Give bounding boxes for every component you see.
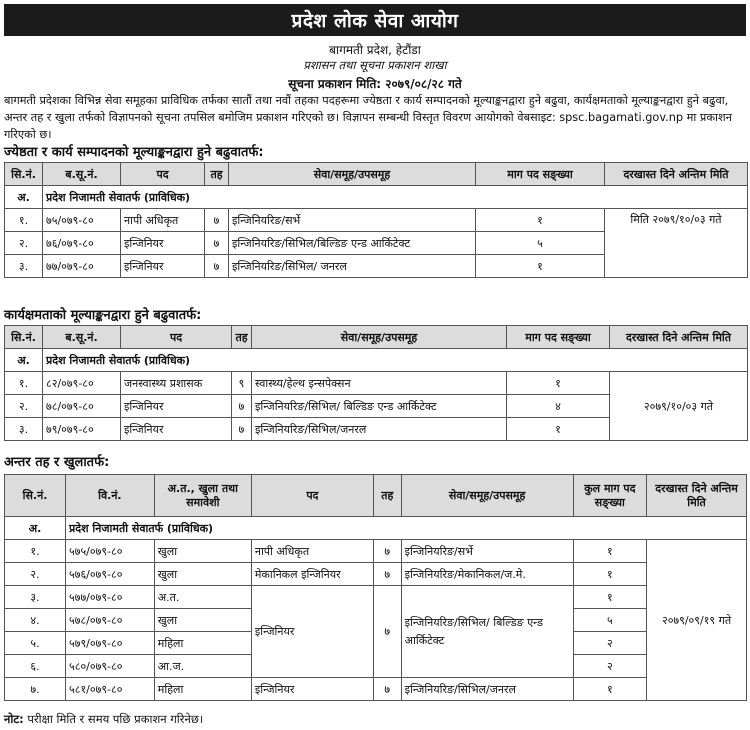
cell-service: इन्जिनियरिङ/सिभिल/ बिल्डिङ एन्ड आर्किटेक्ट: [401, 586, 573, 678]
cell-sn: ३.: [5, 586, 66, 609]
cell-sn: २.: [5, 563, 66, 586]
cell-count: १: [573, 678, 647, 701]
section1-table: [4, 162, 748, 278]
cell-service: इन्जिनियरिङ/सिभिल/जनरल: [401, 678, 573, 701]
group-row: [5, 349, 748, 372]
table-row: [5, 372, 748, 395]
cell-type: खुला: [154, 563, 251, 586]
section3-title: अन्तर तह र खुलातर्फ:: [4, 455, 110, 470]
cell-sn: ७.: [5, 678, 66, 701]
note-text: परीक्षा मिति र समय पछि प्रकाशन गरिनेछ।: [27, 712, 204, 726]
cell-post: जनस्वास्थ्य प्रशासक: [121, 372, 232, 395]
header-deadline: दरखास्त दिने अन्तिम मिति: [610, 326, 748, 349]
table-row: [5, 540, 747, 563]
cell-ad-no: ५७६/०७९-८०: [66, 563, 155, 586]
cell-sn: ४.: [5, 609, 66, 632]
header-level: तह: [205, 163, 229, 186]
cell-post: नापी अधिकृत: [251, 540, 373, 563]
cell-count: ५: [573, 609, 647, 632]
cell-ad-no: ५८०/०७९-८०: [66, 655, 155, 678]
group-label: अ.: [5, 517, 66, 540]
cell-type: आ.ज.: [154, 655, 251, 678]
cell-service: इन्जिनियरिङ/सर्भे: [229, 209, 476, 232]
cell-post: इन्जिनियर: [121, 418, 232, 441]
cell-type: खुला: [154, 609, 251, 632]
cell-level: ७: [232, 418, 252, 441]
group-label: अ.: [5, 349, 43, 372]
header-post: पद: [251, 475, 373, 517]
section3-table: [4, 474, 747, 701]
cell-post: इन्जिनियर: [251, 586, 373, 678]
header-post: पद: [121, 163, 205, 186]
cell-level: ७: [373, 540, 401, 563]
cell-type: महिला: [154, 632, 251, 655]
table-row: [5, 586, 747, 609]
group-row: [5, 517, 747, 540]
cell-service: इन्जिनियरिङ/मेकानिकल/ज.मे.: [401, 563, 573, 586]
cell-post: मेकानिकल इन्जिनियर: [251, 563, 373, 586]
cell-ad-no: ७५/०७९-८०: [43, 209, 121, 232]
cell-deadline: २०७९/०९/१९ गते: [647, 540, 747, 701]
cell-type: अ.त.: [154, 586, 251, 609]
cell-ad-no: ५८१/०७९-८०: [66, 678, 155, 701]
header-sn: सि.नं.: [5, 475, 66, 517]
cell-ad-no: ५७९/०७९-८०: [66, 632, 155, 655]
cell-count: १: [476, 209, 605, 232]
cell-service: स्वास्थ्य/हेल्थ इन्सपेक्सन: [252, 372, 507, 395]
cell-ad-no: ७९/०७९-८०: [43, 418, 121, 441]
cell-count: २: [573, 632, 647, 655]
cell-count: २: [573, 655, 647, 678]
cell-level: ७: [205, 209, 229, 232]
table-row: [5, 678, 747, 701]
cell-ad-no: ५७७/०७९-८०: [66, 586, 155, 609]
cell-sn: ६.: [5, 655, 66, 678]
cell-type: महिला: [154, 678, 251, 701]
cell-sn: ३.: [5, 255, 43, 278]
section2-table: [4, 325, 748, 441]
header-level: तह: [232, 326, 252, 349]
cell-deadline: २०७९/१०/०३ गते: [610, 372, 748, 441]
intro-paragraph: बागमती प्रदेशका विभिन्न सेवा समूहका प्राविधिक तर्फका सातौं तथा नवौं तहका पदहरूमा ज्येष्ठता र कार्य सम्पादनको मूल्याङ्कनद्वारा हुने बढुवा, कार्यक्षमताको मूल्याङ्कनद्वारा हुने बढुवा, अन्तर तह र खुला तर्फको विज्ञापनको सूचना तपसिल बमोजिम प्रकाशन गरिएको छ। विज्ञापन सम्बन्धी विस्तृत विवरण आयोगको वेबसाइट: spsc.bagamati.gov.np मा प्रकाशन गरिएको छ।: [4, 94, 732, 141]
branch-name: प्रशासन तथा सूचना प्रकाशन शाखा: [303, 58, 447, 72]
cell-service: इन्जिनियरिङ/सिभिल/बिल्डिङ एन्ड आर्किटेक्ट: [229, 232, 476, 255]
table-header-row: [5, 326, 748, 349]
cell-count: १: [476, 255, 605, 278]
cell-level: ७: [373, 678, 401, 701]
cell-ad-no: ८२/०७९-८०: [43, 372, 121, 395]
cell-count: १: [507, 372, 610, 395]
cell-sn: २.: [5, 395, 43, 418]
header-ad-no: वि.नं.: [66, 475, 155, 517]
header-deadline: दरखास्त दिने अन्तिम मिति: [647, 475, 747, 517]
note-label: नोट:: [4, 712, 24, 726]
header-level: तह: [373, 475, 401, 517]
cell-post: इन्जिनियर: [121, 395, 232, 418]
footer-note: [4, 712, 203, 727]
cell-service: इन्जिनियरिङ/सिभिल/ जनरल: [229, 255, 476, 278]
cell-ad-no: ५७५/०७९-८०: [66, 540, 155, 563]
cell-ad-no: ५७८/०७९-८०: [66, 609, 155, 632]
cell-level: ७: [232, 395, 252, 418]
cell-level: ७: [373, 563, 401, 586]
header-count: कुल माग पद सङ्ख्या: [573, 475, 647, 517]
cell-level: ७: [205, 232, 229, 255]
cell-level: ७: [373, 586, 401, 678]
commission-title: प्रदेश लोक सेवा आयोग: [291, 10, 459, 32]
header-count: माग पद सङ्ख्या: [476, 163, 605, 186]
header-service: सेवा/समूह/उपसमूह: [229, 163, 476, 186]
cell-count: १: [573, 540, 647, 563]
province-name: बागमती प्रदेश, हेटौंडा: [329, 43, 421, 57]
cell-level: ९: [232, 372, 252, 395]
header-ad-no: ब.सू.नं.: [43, 326, 121, 349]
table-header-row: [5, 475, 747, 517]
cell-post: इन्जिनियर: [251, 678, 373, 701]
cell-count: १: [573, 563, 647, 586]
cell-type: खुला: [154, 540, 251, 563]
group-name: प्रदेश निजामती सेवातर्फ (प्राविधिक): [43, 349, 748, 372]
header-service: सेवा/समूह/उपसमूह: [401, 475, 573, 517]
cell-sn: ५.: [5, 632, 66, 655]
group-row: [5, 186, 748, 209]
cell-ad-no: ७६/०७९-८०: [43, 232, 121, 255]
cell-ad-no: ७७/०७९-८०: [43, 255, 121, 278]
table-row: [5, 563, 747, 586]
cell-level: ७: [205, 255, 229, 278]
cell-service: इन्जिनियरिङ/सिभिल/जनरल: [252, 418, 507, 441]
cell-sn: १.: [5, 540, 66, 563]
table-header-row: [5, 163, 748, 186]
header-sn: सि.नं.: [5, 326, 43, 349]
cell-sn: २.: [5, 232, 43, 255]
header-type: अ.त., खुला तथा समावेशी: [154, 475, 251, 517]
header-ad-no: ब.सू.नं.: [43, 163, 121, 186]
header-service: सेवा/समूह/उपसमूह: [252, 326, 507, 349]
cell-ad-no: ७८/०७९-८०: [43, 395, 121, 418]
cell-service: इन्जिनियरिङ/सर्भे: [401, 540, 573, 563]
cell-sn: ३.: [5, 418, 43, 441]
cell-count: १: [507, 418, 610, 441]
header-count: माग पद सङ्ख्या: [507, 326, 610, 349]
cell-sn: १.: [5, 372, 43, 395]
header-sn: सि.नं.: [5, 163, 43, 186]
publish-date: सूचना प्रकाशन मिति: २०७९/०८/२८ गते: [288, 77, 462, 91]
cell-count: ४: [507, 395, 610, 418]
cell-sn: १.: [5, 209, 43, 232]
cell-count: १: [573, 586, 647, 609]
table-row: [5, 209, 748, 232]
header-deadline: दरखास्त दिने अन्तिम मिति: [605, 163, 748, 186]
cell-deadline: मिति २०७९/१०/०३ गते: [605, 209, 748, 278]
group-name: प्रदेश निजामती सेवातर्फ (प्राविधिक): [66, 517, 747, 540]
group-label: अ.: [5, 186, 43, 209]
section1-title: ज्येष्ठता र कार्य सम्पादनको मूल्याङ्कनद्वारा हुने बढुवातर्फ:: [4, 145, 264, 160]
section2-title: कार्यक्षमताको मूल्याङ्कनद्वारा हुने बढुवातर्फ:: [4, 308, 202, 323]
header-post: पद: [121, 326, 232, 349]
group-name: प्रदेश निजामती सेवातर्फ (प्राविधिक): [43, 186, 748, 209]
cell-post: नापी अधिकृत: [121, 209, 205, 232]
cell-count: ५: [476, 232, 605, 255]
commission-title-banner: [4, 4, 746, 36]
cell-post: इन्जिनियर: [121, 232, 205, 255]
cell-service: इन्जिनियरिङ/सिभिल/ बिल्डिङ एन्ड आर्किटेक्ट: [252, 395, 507, 418]
cell-post: इन्जिनियर: [121, 255, 205, 278]
